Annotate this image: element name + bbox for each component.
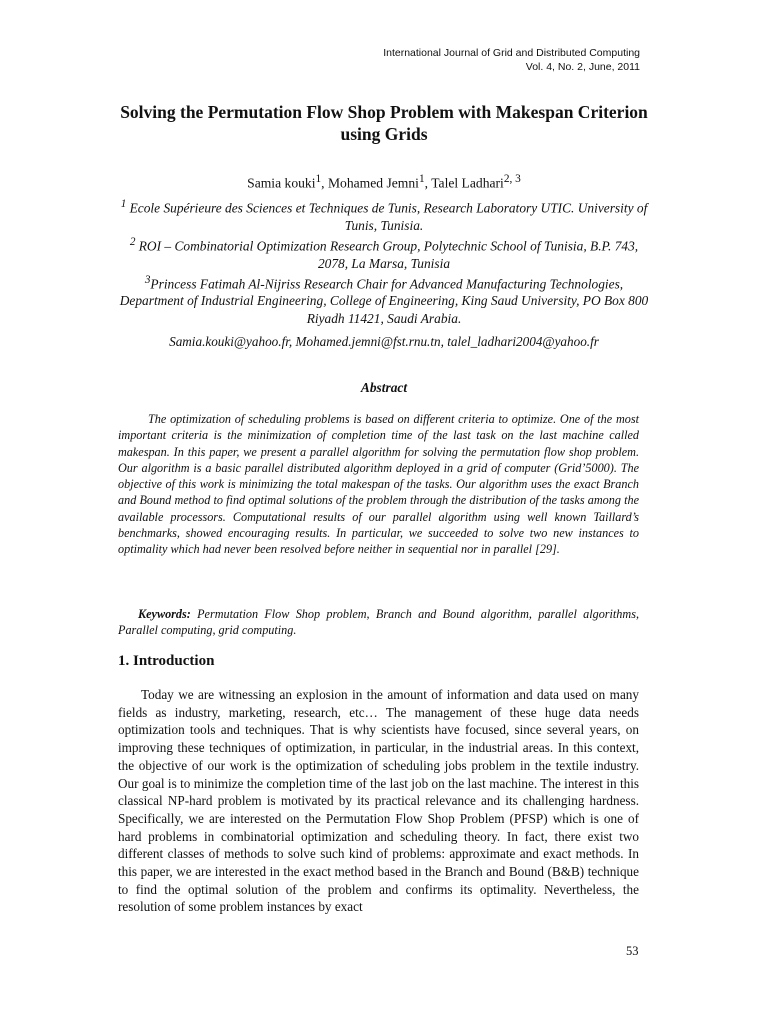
abstract-heading: Abstract bbox=[360, 380, 408, 395]
section-heading: 1. Introduction bbox=[118, 653, 215, 669]
paper-title: Solving the Permutation Flow Shop Problem with Makespan Criterion using Grids bbox=[120, 102, 648, 144]
journal-volume: Vol. 4, No. 2, June, 2011 bbox=[525, 61, 640, 73]
author-list: Samia kouki$^1$, Mohamed Jemni$^1$, Talel Ladhari$^{2, 3}$ bbox=[247, 173, 521, 191]
page-number: 53 bbox=[626, 944, 639, 958]
keywords-text: Permutation Flow Shop problem, Branch and Bound algorithm, parallel algorithms, Parallel computing, grid computing. bbox=[118, 607, 639, 638]
author-name: Mohamed Jemni bbox=[327, 175, 419, 191]
affiliation: $^3$Princess Fatimah Al-Nijriss Research Chair for Advanced Manufacturing Technologies, Department of Industrial Engineering, College of Engineering, King Saud University, PO Box 800 Riyadh 11421, Saudi Arabia. bbox=[119, 273, 649, 326]
author-name: Talel Ladhari bbox=[431, 175, 504, 191]
journal-name: International Journal of Grid and Distributed Computing bbox=[383, 47, 640, 59]
keywords bbox=[118, 606, 639, 639]
author-affil-mark: 1 bbox=[315, 173, 322, 185]
keywords-label: Keywords: bbox=[138, 607, 191, 621]
author-name: Samia kouki bbox=[247, 175, 316, 191]
affiliation: $^2$ ROI – Combinatorial Optimization Research Group, Polytechnic School of Tunisia, B.P. 743, 2078, La Marsa, Tunisia bbox=[129, 235, 639, 271]
author-affil-mark: 1 bbox=[418, 173, 425, 185]
abstract-text: The optimization of scheduling problems is based on different criteria to optimize. One of the most important criteria is the minimization of completion time of the last task on the last machine called makespan. In this paper, we present a parallel algorithm for solving the permutation flow shop problem. Our algorithm is a basic parallel distributed algorithm deployed in a grid of computer (Grid’5000). The objective of this work is minimizing the total makespan of the tasks. Our algorithm uses the exact Branch and Bound method to find optimal solutions of the problem through the distribution of the tasks among the available processors. Computational results of our parallel algorithm using well known Taillard’s benchmarks, showed encouraging results. In particular, we succeeded to solve two new instances to optimality which had never been resolved before neither in sequential nor in parallel [29]. bbox=[118, 412, 639, 557]
author-affil-mark: 2, 3 bbox=[503, 173, 521, 185]
author-emails: Samia.kouki@yahoo.fr, Mohamed.jemni@fst.rnu.tn, talel_ladhari2004@yahoo.fr bbox=[169, 334, 599, 349]
introduction-paragraph: Today we are witnessing an explosion in the amount of information and data used on many fields as industry, marketing, research, etc… The management of these huge data needs optimization tools and techniques. That is why scientists have focused, since several years, on improving these techniques of optimization, in particular, in the industrial areas. In this context, the objective of our work is the optimization of scheduling jobs problem in the textile industry. Our goal is to minimize the completion time of the last job on the last machine. The interest in this classical NP-hard problem is motivated by its practical relevance and its challenging hardness. Specifically, we are interested on the Permutation Flow Shop Problem (PFSP) which is one of hard problems in combinatorial optimization and scheduling theory. In fact, there exist two different classes of methods to solve such kind of problems: approximate and exact methods. In this paper, we are interested in the exact method based in the Branch and Bound (B&B) technique to find the optimal solution of the problem and confirms its optimality. Nevertheless, the resolution of some problem instances by exact bbox=[118, 687, 639, 915]
affiliations bbox=[118, 196, 650, 327]
affiliation: $^1$ Ecole Supérieure des Sciences et Techniques de Tunis, Research Laboratory UTIC. University of Tunis, Tunisia. bbox=[120, 198, 648, 233]
running-header bbox=[383, 46, 640, 74]
